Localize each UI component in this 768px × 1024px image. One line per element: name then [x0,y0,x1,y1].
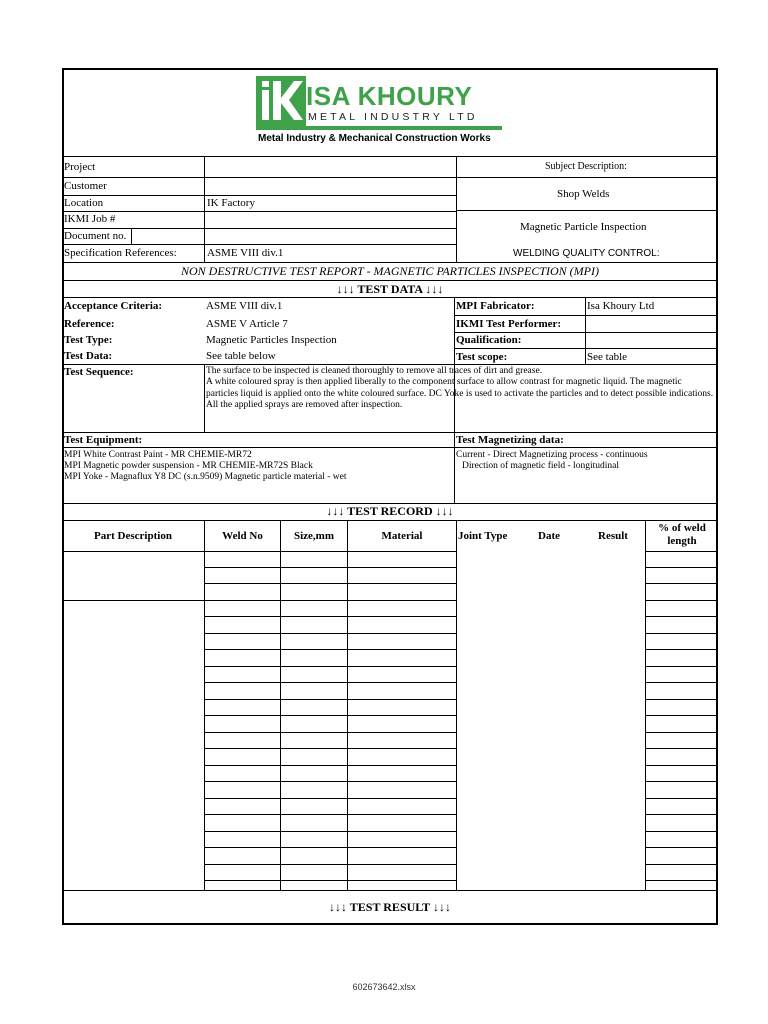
magnetizing-line-2: Direction of magnetic field - longitudinal [462,461,619,471]
ik-logo-icon [256,76,306,126]
grid-line [205,699,456,700]
grid-line [347,520,348,890]
inspection-type: Magnetic Particle Inspection [520,221,647,233]
test-data-heading: ↓↓↓ TEST DATA ↓↓↓ [336,282,444,296]
reference-label: Reference: [64,318,115,330]
scope-value: See table [587,351,628,363]
spec-label: Specification References: [64,247,177,259]
performer-label: IKMI Test Performer: [456,318,562,330]
test-data-label: Test Data: [64,350,113,362]
grid-line [645,551,718,552]
company-tagline: Metal Industry & Mechanical Construction Works [258,133,491,144]
grid-line [645,732,718,733]
grid-line [645,715,718,716]
grid-line [645,699,718,700]
qualification-label: Qualification: [456,334,522,346]
grid-line [645,880,718,881]
subject-value: Shop Welds [557,188,610,200]
grid-line [456,520,457,890]
location-value: IK Factory [207,197,255,209]
grid-line [62,600,204,601]
col-part-description: Part Description [94,530,172,542]
grid-line [205,633,456,634]
reference-value: ASME V Article 7 [206,318,288,330]
grid-line [204,520,205,890]
acceptance-label: Acceptance Criteria: [64,300,163,312]
magnetizing-line-1: Current - Direct Magnetizing process - continuous [456,450,648,460]
grid-line [645,567,718,568]
equipment-label: Test Equipment: [64,434,143,446]
grid-line [645,649,718,650]
grid-line [205,567,456,568]
grid-line [645,682,718,683]
grid-line [645,831,718,832]
grid-line [205,600,456,601]
customer-label: Customer [64,180,107,192]
grid-line [205,765,456,766]
grid-line [62,890,718,891]
grid-line [205,847,456,848]
acceptance-value: ASME VIII div.1 [206,300,283,312]
test-sequence-text-1: The surface to be inspected is cleaned thoroughly to remove all traces of dirt and grease. [206,366,543,376]
document-label: Document no. [64,230,127,242]
job-label: IKMI Job # [64,213,116,225]
grid-line [205,748,456,749]
grid-line [280,520,281,890]
test-type-value: Magnetic Particles Inspection [206,334,337,346]
col-weld-no: Weld No [222,530,263,542]
grid-line [205,880,456,881]
report-frame [62,68,718,925]
test-data-value: See table below [206,350,276,362]
grid-line [205,666,456,667]
grid-line [205,649,456,650]
grid-line [645,616,718,617]
test-sequence-text-2: A white coloured spray is then applied liberally to the component surface to allow contrast for magnetic liquid. The magnetic particles liquid is applied onto the white coloured surface. DC Yoke is used to activate the particles and to detect possible indications. All the applied sprays are removed after inspection. [206,377,714,410]
company-subname: METAL INDUSTRY LTD [308,111,478,123]
col-material: Material [381,530,423,542]
test-sequence-label: Test Sequence: [64,366,134,378]
grid-line [645,600,718,601]
grid-line [205,814,456,815]
company-logo [256,76,506,148]
scope-label: Test scope: [456,351,508,363]
grid-line [645,748,718,749]
equipment-line-2: MPI Magnetic powder suspension - MR CHEMIE-MR72S Black [64,461,313,471]
logo-underline [256,126,502,130]
grid-line [645,864,718,865]
grid-line [205,864,456,865]
grid-line [645,583,718,584]
col-date: Date [538,530,560,542]
test-type-label: Test Type: [64,334,113,346]
test-record-heading: ↓↓↓ TEST RECORD ↓↓↓ [326,504,454,518]
test-result-heading: ↓↓↓ TEST RESULT ↓↓↓ [329,900,451,914]
grid-line [205,781,456,782]
grid-line [645,847,718,848]
subject-label: Subject Description: [545,161,627,172]
equipment-line-1: MPI White Contrast Paint - MR CHEMIE-MR72 [64,450,252,460]
grid-line [205,715,456,716]
magnetizing-label: Test Magnetizing data: [456,434,564,446]
col-weld-length: % of weld length [658,522,706,547]
spec-value: ASME VIII div.1 [207,247,284,259]
grid-line [645,520,646,890]
fabricator-label: MPI Fabricator: [456,300,535,312]
grid-line [205,583,456,584]
grid-line [645,666,718,667]
grid-line [645,798,718,799]
company-name: ISA KHOURY [306,81,473,111]
col-result: Result [598,530,628,542]
location-label: Location [64,197,104,209]
grid-line [205,732,456,733]
grid-line [205,682,456,683]
grid-line [205,798,456,799]
grid-line [645,765,718,766]
grid-line [205,831,456,832]
equipment-line-3: MPI Yoke - Magnaflux Y8 DC (s.n.9509) Magnetic particle material - wet [64,472,347,482]
grid-line [645,814,718,815]
footer-filename: 602673642.xlsx [352,982,416,992]
col-size: Size,mm [293,530,334,542]
grid-line [645,633,718,634]
quality-control: WELDING QUALITY CONTROL: [513,248,660,259]
grid-line [205,616,456,617]
grid-line [205,551,456,552]
fabricator-value: Isa Khoury Ltd [587,300,655,312]
report-title: NON DESTRUCTIVE TEST REPORT - MAGNETIC PARTICLES INSPECTION (MPI) [180,264,599,278]
col-joint-type: Joint Type [458,530,508,542]
grid-line [645,781,718,782]
project-label: Project [64,161,96,173]
